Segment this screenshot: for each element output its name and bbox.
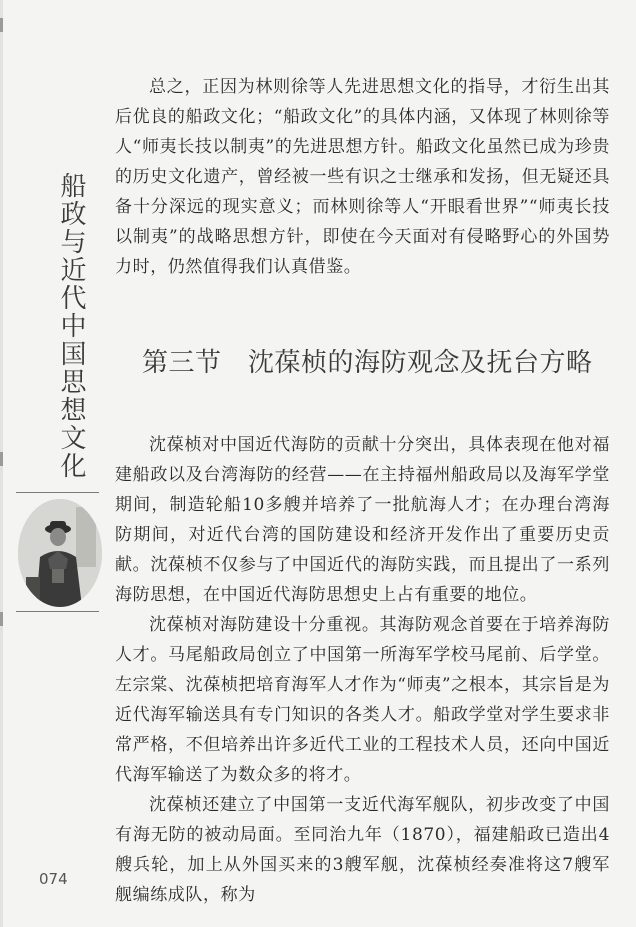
sidebar-rule-top <box>16 492 99 493</box>
page-number: 074 <box>39 870 68 888</box>
section-heading: 第三节 沈葆桢的海防观念及抚台方略 <box>142 348 593 378</box>
edge-mark <box>0 612 3 626</box>
portrait-photo <box>18 499 102 607</box>
section-paragraph: 沈葆桢对海防建设十分重视。其海防观念首要在于培养海防人才。马尾船政局创立了中国第一所海军学校马尾前、后学堂。左宗棠、沈葆桢把培育海军人才作为“师夷”之根本，其宗旨是为近代海军输送具有专门知识的各类人才。船政学堂对学生要求非常严格，不但培养出许多近代工业的工程技术人员，还向中国近代海军输送了为数众多的将才。 <box>115 615 610 785</box>
intro-text <box>115 72 610 282</box>
portrait-figure-icon <box>18 499 102 607</box>
vertical-book-title: 船政与近代中国思想文化 <box>56 172 86 480</box>
edge-mark <box>0 452 3 466</box>
intro-paragraph: 总之，正因为林则徐等人先进思想文化的指导，才衍生出其后优良的船政文化；“船政文化”的具体内涵，又体现了林则徐等人“师夷长技以制夷”的先进思想方针。船政文化虽然已成为珍贵的历史文化遗产，曾经被一些有识之士继承和发扬，但无疑还具备十分深远的现实意义；而林则徐等人“开眼看世界”“师夷长技以制夷”的战略思想方针，即使在今天面对有侵略野心的外国势力时，仍然值得我们认真借鉴。 <box>115 77 610 277</box>
section-body <box>115 430 610 910</box>
section-paragraph: 沈葆桢对中国近代海防的贡献十分突出，具体表现在他对福建船政以及台湾海防的经营——在主持福州船政局以及海军学堂期间，制造轮船10多艘并培养了一批航海人才；在办理台湾海防期间，对近代台湾的国防建设和经济开发作出了重要历史贡献。沈葆桢不仅参与了中国近代的海防实践，而且提出了一系列海防思想，在中国近代海防思想史上占有重要的地位。 <box>115 435 610 605</box>
edge-mark <box>0 18 3 32</box>
section-paragraph: 沈葆桢还建立了中国第一支近代海军舰队，初步改变了中国有海无防的被动局面。至同治九年（1870），福建船政已造出4艘兵轮，加上从外国买来的3艘军舰，沈葆桢经奏准将这7艘军舰编练成队，称为 <box>115 795 610 905</box>
sidebar-rule-bottom <box>16 611 99 612</box>
